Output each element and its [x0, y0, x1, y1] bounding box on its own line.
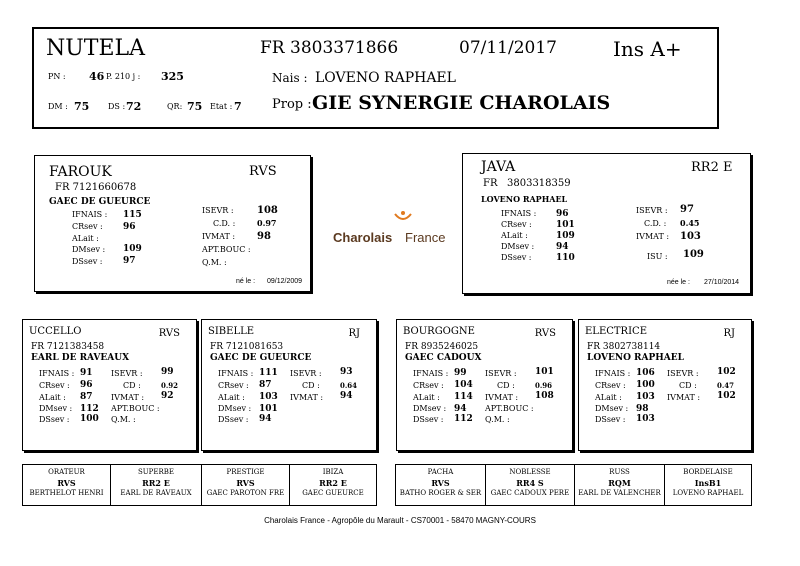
- prop-value: GIE SYNERGIE CHAROLAIS: [312, 92, 611, 114]
- gp-ifnais-label: IFNAIS :: [413, 369, 449, 378]
- ggp-strip-left: [22, 464, 377, 506]
- gp-cd-value: 0.96: [535, 381, 553, 390]
- gp-alait-value: 103: [636, 392, 655, 402]
- gp-crsev-value: 96: [80, 380, 93, 390]
- sire-ivmat-label: IVMAT :: [202, 232, 236, 241]
- ggp-cell: [664, 465, 751, 505]
- logo-word-france: France: [405, 230, 446, 245]
- gp-cd-label: CD :: [497, 381, 515, 390]
- grandparent-name: ELECTRICE: [585, 326, 647, 337]
- sire-alait-label: ALait :: [72, 234, 99, 243]
- sire-isevr-value: 108: [257, 205, 278, 216]
- dam-alait-label: ALait :: [501, 231, 528, 240]
- gp-dssev-value: 112: [454, 414, 473, 424]
- sire-card: [34, 155, 311, 292]
- dam-alait-value: 109: [556, 231, 575, 241]
- ggp-owner: LOVENO RAPHAEL: [672, 489, 744, 497]
- prop-label: Prop :: [272, 97, 312, 112]
- gp-dmsev-label: DMsev :: [39, 404, 73, 413]
- dam-breeder: LOVENO RAPHAEL: [481, 194, 568, 204]
- gp-cd-value: 0.92: [161, 381, 179, 390]
- pn-value: 46: [89, 70, 105, 83]
- grandparent-rating: RVS: [158, 328, 180, 339]
- gp-qm-label: Q.M. :: [111, 415, 136, 424]
- ggp-owner: EARL DE RAVEAUX: [120, 489, 192, 497]
- ggp-owner: EARL DE VALENCHER: [578, 489, 661, 497]
- grandparent-id: FR 8935246025: [405, 342, 479, 352]
- sire-dmsev-value: 109: [123, 244, 142, 254]
- logo-horn-icon: [393, 210, 413, 226]
- pn-label: PN :: [48, 72, 66, 81]
- dam-born-label: née le :: [667, 279, 690, 286]
- gp-cd-label: CD :: [302, 381, 320, 390]
- sire-qm-label: Q.M. :: [202, 258, 227, 267]
- gp-alait-value: 87: [80, 392, 93, 402]
- dam-isevr-label: ISEVR :: [636, 206, 668, 215]
- gp-isevr-label: ISEVR :: [111, 369, 143, 378]
- ggp-name: SUPERBE: [137, 468, 175, 476]
- grandparent-id: FR 7121081653: [210, 342, 284, 352]
- dam-id: 3803318359: [507, 178, 571, 189]
- gp-ivmat-label: IVMAT :: [485, 393, 519, 402]
- ggp-owner: BATHO ROGER & SER: [399, 489, 482, 497]
- grandparent-card: [22, 319, 197, 451]
- grandparent-id: FR 7121383458: [31, 342, 105, 352]
- gp-qm-label: Q.M. :: [485, 415, 510, 424]
- sire-dssev-value: 97: [123, 256, 136, 266]
- ds-value: 72: [126, 100, 142, 113]
- gp-dmsev-value: 112: [80, 404, 99, 414]
- grandparent-rating: RJ: [723, 328, 735, 339]
- ggp-rating: RVS: [236, 478, 255, 488]
- gp-ivmat-value: 92: [161, 391, 174, 401]
- sire-cd-label: C.D. :: [213, 219, 236, 228]
- gp-crsev-label: CRsev :: [413, 381, 444, 390]
- gp-crsev-label: CRsev :: [595, 381, 626, 390]
- gp-aptbouc-label: APT.BOUC :: [485, 404, 534, 413]
- dam-dssev-label: DSsev :: [501, 253, 532, 262]
- dam-id-prefix: FR: [483, 178, 498, 189]
- gp-ivmat-label: IVMAT :: [667, 393, 701, 402]
- gp-aptbouc-label: APT.BOUC :: [111, 404, 160, 413]
- dam-cd-label: C.D. :: [644, 219, 667, 228]
- ggp-cell: [574, 465, 664, 505]
- gp-crsev-label: CRsev :: [39, 381, 70, 390]
- sire-cd-value: 0.97: [257, 218, 277, 228]
- ds-label: DS :: [108, 102, 126, 111]
- dam-isu-value: 109: [683, 249, 704, 260]
- ggp-owner: GAEC CADOUX PERE: [490, 489, 570, 497]
- dam-name: JAVA: [481, 159, 516, 175]
- gp-ifnais-value: 99: [454, 368, 467, 378]
- gp-ifnais-label: IFNAIS :: [218, 369, 254, 378]
- gp-alait-label: ALait :: [218, 393, 245, 402]
- nais-value: LOVENO RAPHAEL: [315, 70, 456, 86]
- gp-isevr-label: ISEVR :: [667, 369, 699, 378]
- gp-alait-label: ALait :: [39, 393, 66, 402]
- ggp-rating: RVS: [57, 478, 76, 488]
- dm-value: 75: [74, 100, 90, 113]
- gp-crsev-label: CRsev :: [218, 381, 249, 390]
- sire-isevr-label: ISEVR :: [202, 206, 234, 215]
- gp-dmsev-label: DMsev :: [413, 404, 447, 413]
- gp-ifnais-label: IFNAIS :: [39, 369, 75, 378]
- ggp-rating: RR4 S: [516, 478, 544, 488]
- dam-cd-value: 0.45: [680, 218, 700, 228]
- dam-dmsev-label: DMsev :: [501, 242, 535, 251]
- grandparent-breeder: GAEC CADOUX: [405, 353, 482, 363]
- gp-dmsev-label: DMsev :: [595, 404, 629, 413]
- etat-value: 7: [234, 100, 242, 113]
- gp-ifnais-value: 91: [80, 368, 93, 378]
- grandparent-rating: RVS: [534, 328, 556, 339]
- ggp-rating: RR2 E: [319, 478, 347, 488]
- ggp-cell: [201, 465, 289, 505]
- grandparent-name: UCCELLO: [29, 326, 82, 337]
- ggp-name: IBIZA: [322, 468, 344, 476]
- animal-grade: Ins A+: [613, 37, 682, 61]
- sire-dmsev-label: DMsev :: [72, 245, 106, 254]
- gp-ivmat-value: 102: [717, 391, 736, 401]
- gp-ifnais-label: IFNAIS :: [595, 369, 631, 378]
- p210-label: P. 210 j :: [106, 72, 141, 81]
- animal-header: [32, 27, 719, 129]
- ggp-cell: [396, 465, 485, 505]
- sire-aptbouc-label: APT.BOUC :: [202, 245, 251, 254]
- sire-crsev-label: CRsev :: [72, 222, 103, 231]
- logo-word-charolais: Charolais: [333, 230, 393, 245]
- grandparent-card: [396, 319, 573, 451]
- gp-cd-label: CD :: [123, 381, 141, 390]
- gp-isevr-value: 93: [340, 367, 353, 377]
- dam-dssev-value: 110: [556, 253, 575, 263]
- gp-dssev-label: DSsev :: [218, 415, 249, 424]
- grandparent-card: [578, 319, 752, 451]
- dam-isu-label: ISU :: [647, 252, 668, 261]
- ggp-rating: RR2 E: [142, 478, 170, 488]
- ggp-cell: [485, 465, 574, 505]
- dam-crsev-value: 101: [556, 220, 575, 230]
- gp-crsev-value: 100: [636, 380, 655, 390]
- ggp-name: RUSS: [609, 468, 630, 476]
- ggp-name: NOBLESSE: [509, 468, 551, 476]
- sire-ifnais-label: IFNAIS :: [72, 210, 108, 219]
- ggp-cell: [289, 465, 376, 505]
- gp-ivmat-value: 94: [340, 391, 353, 401]
- dam-card: [462, 153, 751, 294]
- gp-dmsev-value: 94: [454, 404, 467, 414]
- ggp-cell: [110, 465, 201, 505]
- gp-dssev-label: DSsev :: [413, 415, 444, 424]
- sire-breeder: GAEC DE GUEURCE: [49, 197, 151, 207]
- sire-dssev-label: DSsev :: [72, 257, 103, 266]
- animal-date: 07/11/2017: [459, 38, 557, 58]
- qr-label: QR:: [167, 102, 183, 111]
- gp-ifnais-value: 106: [636, 368, 655, 378]
- ggp-name: BORDELAISE: [683, 468, 733, 476]
- gp-dssev-value: 103: [636, 414, 655, 424]
- gp-cd-value: 0.64: [340, 381, 358, 390]
- dam-born-date: 27/10/2014: [704, 279, 740, 286]
- gp-dssev-value: 94: [259, 414, 272, 424]
- gp-ivmat-label: IVMAT :: [290, 393, 324, 402]
- dam-ifnais-value: 96: [556, 209, 569, 219]
- dam-ivmat-label: IVMAT :: [636, 232, 670, 241]
- grandparent-name: BOURGOGNE: [403, 326, 475, 337]
- sire-born-date: 09/12/2009: [267, 278, 303, 285]
- sire-rating: RVS: [249, 164, 277, 179]
- nais-label: Nais :: [272, 71, 308, 85]
- ggp-name: ORATEUR: [48, 468, 85, 476]
- grandparent-breeder: EARL DE RAVEAUX: [31, 353, 130, 363]
- sire-name: FAROUK: [49, 164, 112, 180]
- grandparent-breeder: LOVENO RAPHAEL: [587, 353, 684, 363]
- ggp-owner: BERTHELOT HENRI: [29, 489, 104, 497]
- footer-address: Charolais France - Agropôle du Marault - CS70001 - 58470 MAGNY-COURS: [264, 516, 536, 525]
- sire-id: FR 7121660678: [55, 182, 137, 193]
- dam-ivmat-value: 103: [680, 231, 701, 242]
- ggp-cell: [23, 465, 110, 505]
- gp-crsev-value: 87: [259, 380, 272, 390]
- gp-ifnais-value: 111: [259, 368, 278, 378]
- grandparent-rating: RJ: [348, 328, 360, 339]
- dam-rating: RR2 E: [691, 160, 733, 175]
- gp-alait-value: 114: [454, 392, 473, 402]
- dam-ifnais-label: IFNAIS :: [501, 209, 537, 218]
- gp-cd-label: CD :: [679, 381, 697, 390]
- dam-crsev-label: CRsev :: [501, 220, 532, 229]
- grandparent-card: [201, 319, 377, 451]
- grandparent-id: FR 3802738114: [587, 342, 661, 352]
- etat-label: Etat :: [210, 102, 233, 111]
- gp-dssev-label: DSsev :: [39, 415, 70, 424]
- gp-dmsev-value: 98: [636, 404, 649, 414]
- dam-isevr-value: 97: [680, 204, 694, 215]
- gp-isevr-label: ISEVR :: [290, 369, 322, 378]
- ggp-rating: RVS: [431, 478, 450, 488]
- qr-value: 75: [187, 100, 203, 113]
- gp-alait-label: ALait :: [413, 393, 440, 402]
- charolais-france-logo: [330, 210, 450, 250]
- dm-label: DM :: [48, 102, 68, 111]
- gp-alait-label: ALait :: [595, 393, 622, 402]
- gp-alait-value: 103: [259, 392, 278, 402]
- gp-dmsev-label: DMsev :: [218, 404, 252, 413]
- p210-value: 325: [161, 70, 184, 83]
- grandparent-name: SIBELLE: [208, 326, 255, 337]
- ggp-name: PRESTIGE: [226, 468, 265, 476]
- gp-isevr-label: ISEVR :: [485, 369, 517, 378]
- gp-dssev-value: 100: [80, 414, 99, 424]
- ggp-owner: GAEC PAROTON FRE: [206, 489, 285, 497]
- ggp-rating: RQM: [608, 478, 631, 488]
- ggp-name: PACHA: [427, 468, 454, 476]
- ggp-rating: InsB1: [694, 478, 722, 488]
- sire-crsev-value: 96: [123, 222, 136, 232]
- sire-ivmat-value: 98: [257, 231, 271, 242]
- gp-isevr-value: 99: [161, 367, 174, 377]
- gp-crsev-value: 104: [454, 380, 473, 390]
- animal-name: NUTELA: [46, 36, 146, 61]
- dam-dmsev-value: 94: [556, 242, 569, 252]
- grandparent-breeder: GAEC DE GUEURCE: [210, 353, 312, 363]
- gp-dmsev-value: 101: [259, 404, 278, 414]
- ggp-owner: GAEC GUEURCE: [302, 489, 364, 497]
- gp-isevr-value: 101: [535, 367, 554, 377]
- gp-ivmat-label: IVMAT :: [111, 393, 145, 402]
- ggp-strip-right: [395, 464, 752, 506]
- gp-cd-value: 0.47: [717, 381, 735, 390]
- gp-dssev-label: DSsev :: [595, 415, 626, 424]
- sire-born-label: né le :: [236, 278, 256, 285]
- gp-ivmat-value: 108: [535, 391, 554, 401]
- sire-ifnais-value: 115: [123, 210, 142, 220]
- gp-isevr-value: 102: [717, 367, 736, 377]
- animal-id: FR 3803371866: [260, 38, 399, 58]
